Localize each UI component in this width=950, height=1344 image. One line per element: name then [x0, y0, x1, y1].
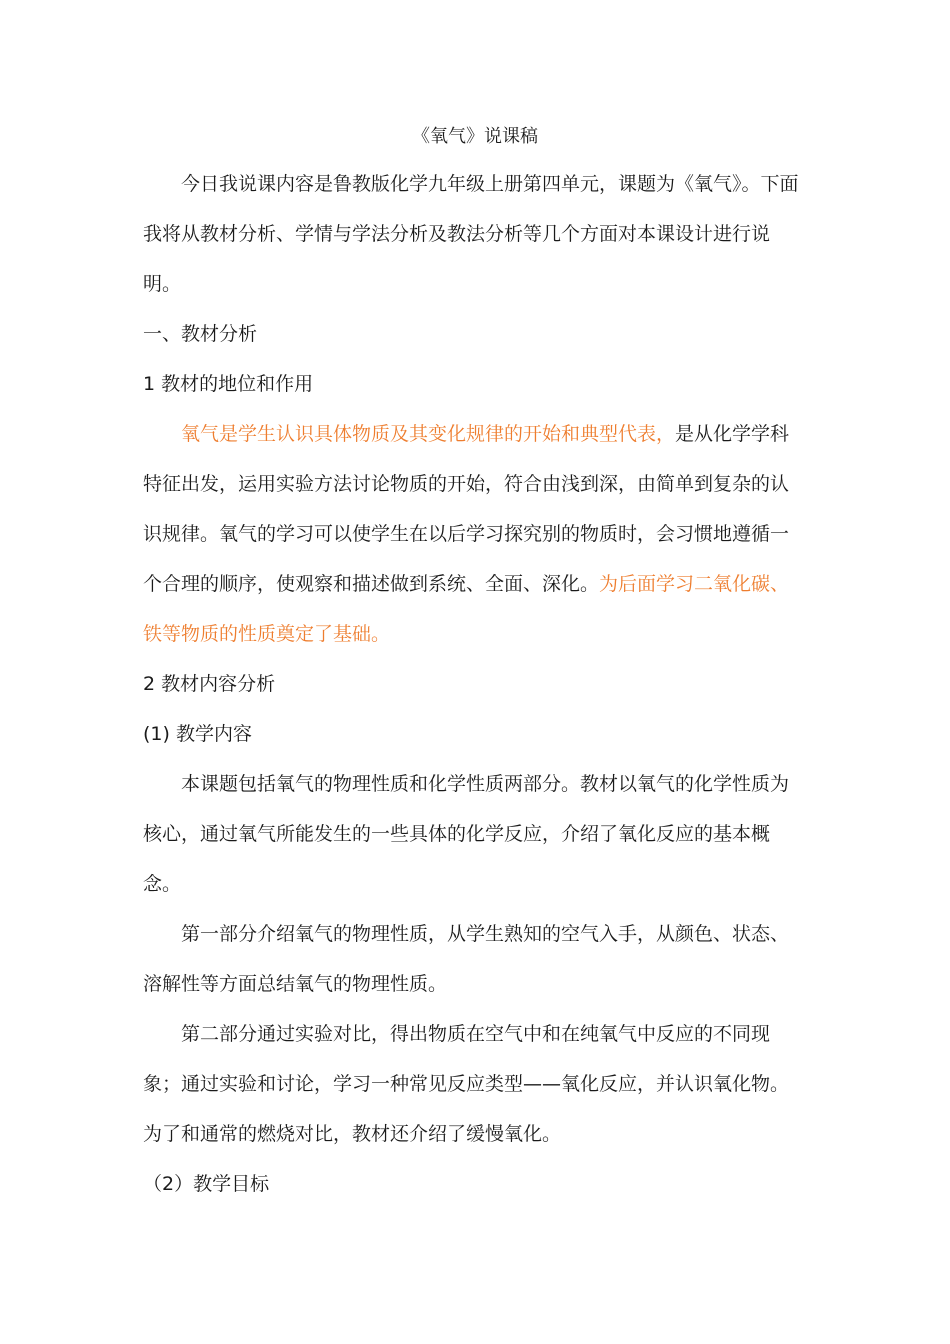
- section-heading-textbook-analysis: 一、教材分析: [143, 323, 258, 345]
- subsection-heading-teaching-goals: （2）教学目标: [143, 1173, 270, 1195]
- role-highlight-start: 氧气是学生认识具体物质及其变化规律的开始和典型代表，: [181, 423, 676, 445]
- content-paragraph-1: 本课题包括氧气的物理性质和化学性质两部分。教材以氧气的化学性质为核心，通过氧气所能发生的一些具体的化学反应，介绍了氧化反应的基本概念。: [143, 773, 790, 895]
- document-body: [143, 159, 807, 1209]
- intro-paragraph: 今日我说课内容是鲁教版化学九年级上册第四单元，课题为《氧气》。下面我将从教材分析、学情与学法分析及教法分析等几个方面对本课设计进行说明。: [143, 173, 799, 295]
- role-highlight-end: 为后面学习二氧化碳、铁等物质的性质奠定了基础。: [143, 573, 790, 645]
- role-text: 是从化学学科特征出发，运用实验方法讨论物质的开始，符合由浅到深，由简单到复杂的认识规律。氧气的学习可以使学生在以后学习探究别的物质时，会习惯地遵循一个合理的顺序，使观察和描述做到系统、全面、深化。: [143, 423, 790, 595]
- subsection-heading-role: 1 教材的地位和作用: [143, 373, 314, 395]
- subsection-heading-teaching-content: (1) 教学内容: [143, 723, 252, 745]
- content-paragraph-2: 第一部分介绍氧气的物理性质，从学生熟知的空气入手，从颜色、状态、溶解性等方面总结氧气的物理性质。: [143, 923, 790, 995]
- subsection-heading-content-analysis: 2 教材内容分析: [143, 673, 276, 695]
- document-title: 《氧气》说课稿: [412, 126, 538, 147]
- content-paragraph-3: 第二部分通过实验对比，得出物质在空气中和在纯氧气中反应的不同现象；通过实验和讨论，学习一种常见反应类型——氧化反应，并认识氧化物。为了和通常的燃烧对比，教材还介绍了缓慢氧化。: [143, 1023, 790, 1145]
- role-paragraph: [143, 409, 807, 659]
